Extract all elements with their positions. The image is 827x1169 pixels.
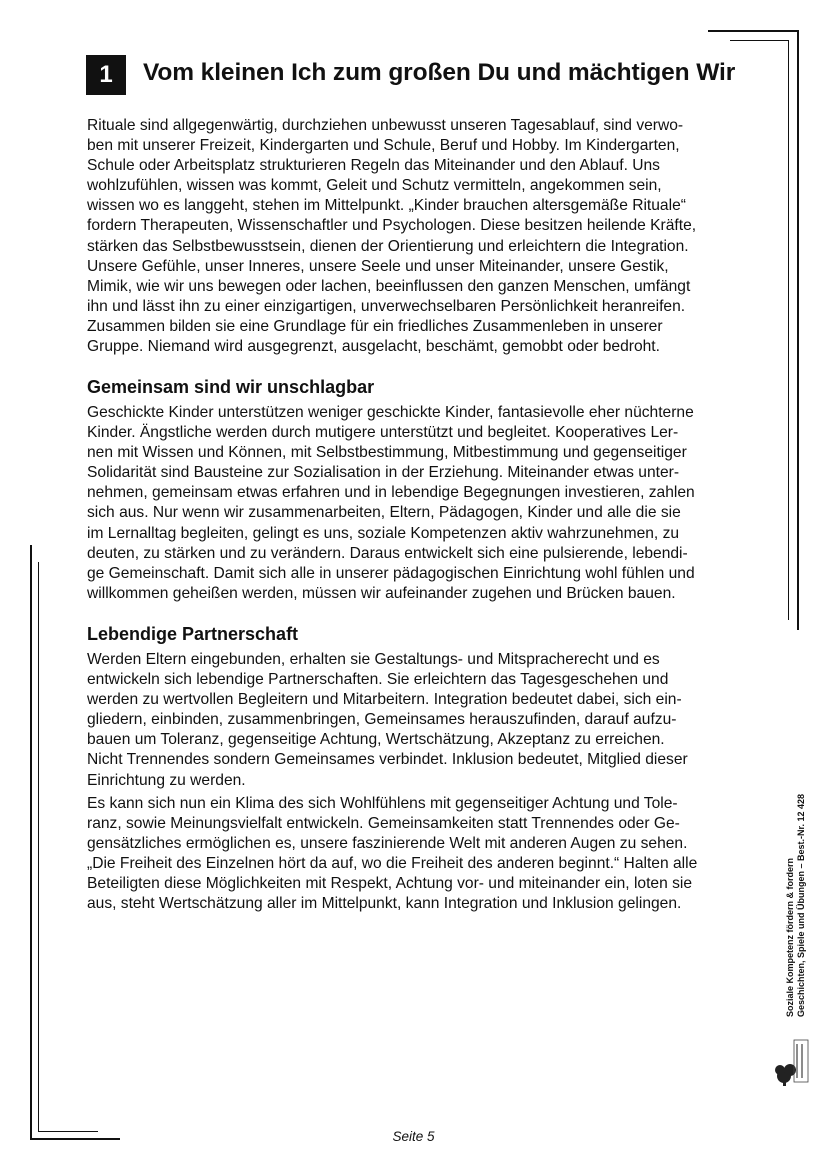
section-heading-partnerschaft: Lebendige Partnerschaft xyxy=(87,624,299,644)
section-paragraph-partnerschaft-2 xyxy=(87,794,747,915)
text-line: Zusammen bilden sie eine Grundlage für ein friedliches Zusammenleben in unserer xyxy=(87,317,663,335)
text-line: Geschickte Kinder unterstützen weniger geschickte Kinder, fantasievolle eher nüchterne xyxy=(87,404,694,421)
text-line: gliedern, einbinden, zusammenbringen, Gemeinsames herauszufinden, darauf aufzu- xyxy=(87,711,677,729)
text-line: wissen wo es langgeht, stehen im Mittelpunkt. „Kinder brauchen altersgemäße Rituale“ xyxy=(87,197,686,215)
text-line: Nicht Trennendes sondern Gemeinsames verbindet. Inklusion bedeutet, Mitglied dieser xyxy=(87,751,688,769)
text-line: ben mit unserer Freizeit, Kindergarten und Schule, Beruf und Hobby. Im Kindergarten, xyxy=(87,137,680,155)
text-line: Kinder. Ängstliche werden durch mutigere unterstützt und begleitet. Kooperatives Ler- xyxy=(87,424,679,442)
text-line: Mimik, wie wir uns bewegen oder lachen, beeinflussen den ganzen Menschen, umfängt xyxy=(87,277,691,295)
publisher-sidebar xyxy=(785,767,809,1017)
text-line: Unsere Gefühle, unser Inneres, unsere Seele und unser Miteinander, unsere Gestik, xyxy=(87,257,669,275)
text-line: ihn und lässt ihn zu einer einzigartigen, unverwechselbaren Persönlichkeit heranreifen. xyxy=(87,297,686,315)
page-number: Seite 5 xyxy=(392,1129,435,1144)
frame-right-line-inner xyxy=(788,40,789,620)
frame-right-line xyxy=(797,30,799,630)
text-line: Beteiligten diese Möglichkeiten mit Respekt, Achtung vor- und miteinander ein, loten sie xyxy=(87,875,693,893)
section-paragraph-partnerschaft-1 xyxy=(87,650,747,791)
sidebar-line-2: Geschichten, Spiele und Übungen – Best.-Nr. 12 428 xyxy=(796,793,806,1017)
text-line: bauen um Toleranz, gegenseitige Achtung, Wertschätzung, Akzeptanz zu erreichen. xyxy=(87,731,665,749)
text-line: willkommen geheißen werden, müssen wir aufeinander zugehen und Brücken bauen. xyxy=(87,584,676,602)
frame-left-line xyxy=(30,545,32,1140)
text-line: wohlzufühlen, wissen was kommt, Geleit und Schutz vermitteln, angekommen sein, xyxy=(87,177,662,195)
text-line: sich aus. Nur wenn wir zusammenarbeiten, Eltern, Pädagogen, Kinder und alle die sie xyxy=(87,504,681,522)
text-line: Schule oder Arbeitsplatz strukturieren Regeln das Miteinander und den Ablauf. Uns xyxy=(87,157,660,175)
text-line: aus, steht Wertschätzung aller im Mittelpunkt, kann Integration und Inklusion gelingen. xyxy=(87,895,682,913)
text-line: ranz, sowie Meinungsvielfalt entwickeln. Gemeinsamkeiten statt Trennendes oder Ge- xyxy=(87,815,680,833)
text-line: Rituale sind allgegenwärtig, durchziehen unbewusst unseren Tagesablauf, sind verwo- xyxy=(87,117,684,134)
text-line: Solidarität sind Bausteine zur Sozialisation in der Erziehung. Miteinander etwas unter- xyxy=(87,464,680,482)
text-line: im Lernalltag begleiten, gelingt es uns, soziale Kompetenzen aktiv wahrzunehmen, zu xyxy=(87,524,680,542)
text-line: Es kann sich nun ein Klima des sich Wohlfühlens mit gegenseitiger Achtung und Tole- xyxy=(87,795,678,812)
text-line: Einrichtung zu werden. xyxy=(87,771,246,789)
section-heading-gemeinsam: Gemeinsam sind wir unschlagbar xyxy=(87,377,375,397)
text-line: ge Gemeinschaft. Damit sich alle in unserer pädagogischen Einrichtung wohl fühlen und xyxy=(87,564,695,582)
text-line: entwickeln sich lebendige Partnerschaften. Sie erleichtern das Tagesgeschehen und xyxy=(87,671,669,689)
text-line: fordern Therapeuten, Wissenschaftler und Psychologen. Diese besitzen heilende Kräfte, xyxy=(87,217,697,235)
publisher-logo-icon xyxy=(772,1030,816,1090)
text-line: „Die Freiheit des Einzelnen hört da auf, wo die Freiheit des anderen beginnt.“ Halten alle xyxy=(87,855,698,873)
text-line: Gruppe. Niemand wird ausgegrenzt, ausgelacht, beschämt, gemobbt oder bedroht. xyxy=(87,338,660,356)
chapter-title: Vom kleinen Ich zum großen Du und mächtigen Wir xyxy=(143,59,736,86)
text-line: stärken das Selbstbewusstsein, dienen der Orientierung und erleichtern die Integration. xyxy=(87,237,689,255)
text-line: Werden Eltern eingebunden, erhalten sie Gestaltungs- und Mitspracherecht und es xyxy=(87,651,660,668)
text-line: werden zu wertvollen Begleitern und Mitarbeitern. Integration bedeutet dabei, sich ein- xyxy=(87,691,682,709)
section-paragraph-gemeinsam xyxy=(87,403,747,604)
text-line: gensätzliches ermöglichen es, unsere faszinierende Welt mit anderen Augen zu sehen. xyxy=(87,835,688,853)
frame-top-line-inner xyxy=(730,40,788,41)
intro-paragraph xyxy=(87,116,747,357)
text-line: nehmen, gemeinsam etwas erfahren und in lebendige Begegnungen investieren, zahlen xyxy=(87,484,695,502)
text-line: nen mit Wissen und Können, mit Selbstbestimmung, Mitbestimmung und gegenseitiger xyxy=(87,444,687,462)
chapter-number-badge: 1 xyxy=(86,55,126,95)
frame-left-line-inner xyxy=(38,562,39,1132)
sidebar-line-1: Soziale Kompetenz fördern & fordern xyxy=(785,857,795,1017)
chapter-header xyxy=(86,55,766,95)
frame-top-line xyxy=(708,30,798,32)
text-line: deuten, zu stärken und zu verändern. Daraus entwickelt sich eine pulsierende, lebendi- xyxy=(87,544,688,562)
